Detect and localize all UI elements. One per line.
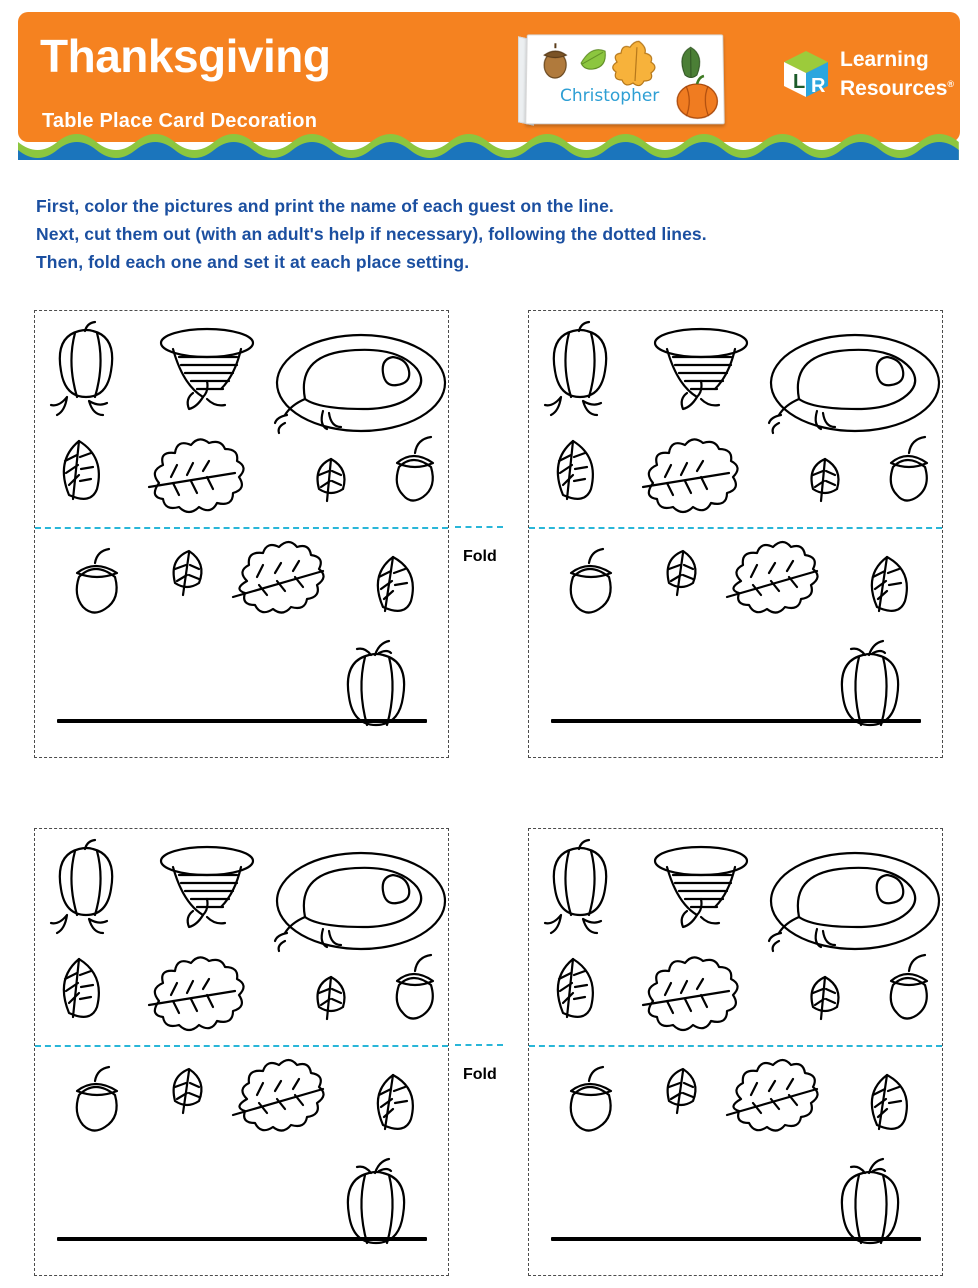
place-card-3-name-line[interactable] xyxy=(57,1237,427,1241)
page-title: Thanksgiving xyxy=(40,30,331,82)
place-card-4[interactable] xyxy=(528,828,943,1276)
sample-card-name: Christopher xyxy=(560,86,660,106)
place-card-4-artwork xyxy=(529,829,944,1277)
place-card-1-fold-line xyxy=(35,527,448,529)
fold-label-row1: Fold xyxy=(463,548,497,565)
place-card-1[interactable] xyxy=(34,310,449,758)
instruction-line-2: Next, cut them out (with an adult's help if necessary), following the dotted lines. xyxy=(36,224,707,244)
brand-name xyxy=(840,48,954,101)
place-card-2-artwork xyxy=(529,311,944,759)
sample-card-body xyxy=(525,34,725,124)
page-subtitle: Table Place Card Decoration xyxy=(42,110,318,132)
sample-place-card xyxy=(518,34,730,126)
place-card-2-fold-line xyxy=(529,527,942,529)
brand-registered-mark: ® xyxy=(947,79,955,89)
place-card-2[interactable] xyxy=(528,310,943,758)
svg-text:R: R xyxy=(811,75,826,97)
place-card-3[interactable] xyxy=(34,828,449,1276)
fold-tick-row2 xyxy=(455,1044,503,1046)
place-card-1-name-line[interactable] xyxy=(57,719,427,723)
place-card-2-name-line[interactable] xyxy=(551,719,921,723)
place-card-4-fold-line xyxy=(529,1045,942,1047)
instruction-line-1: First, color the pictures and print the name of each guest on the line. xyxy=(36,196,614,216)
logo-cube-icon xyxy=(780,48,832,100)
place-card-1-artwork xyxy=(35,311,450,759)
svg-text:L: L xyxy=(793,71,806,93)
place-card-4-name-line[interactable] xyxy=(551,1237,921,1241)
place-card-3-artwork xyxy=(35,829,450,1277)
fold-label-row2: Fold xyxy=(463,1066,497,1083)
brand-line2: Resources xyxy=(840,77,948,100)
instruction-line-3: Then, fold each one and set it at each place setting. xyxy=(36,252,470,272)
place-card-3-fold-line xyxy=(35,1045,448,1047)
scallop-divider xyxy=(18,140,960,164)
brand-line1: Learning xyxy=(840,48,929,71)
page-header xyxy=(18,12,960,142)
sample-card-art xyxy=(526,35,724,123)
brand-logo xyxy=(780,46,960,108)
fold-tick-row1 xyxy=(455,526,503,528)
instructions-block xyxy=(36,192,936,276)
